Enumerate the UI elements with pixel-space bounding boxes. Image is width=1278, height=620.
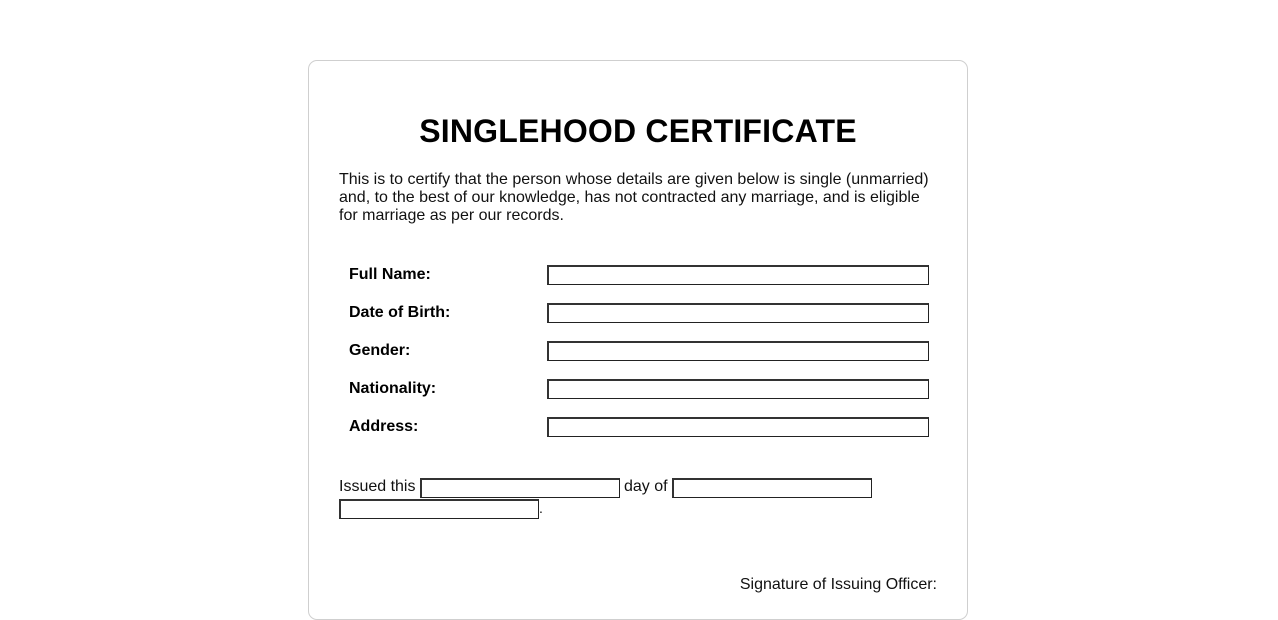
field-row-gender — [349, 341, 929, 363]
address-label: Address: — [349, 418, 419, 435]
address-input[interactable] — [547, 417, 929, 437]
issued-middle-text: day of — [624, 478, 668, 495]
issued-prefix-text: Issued this — [339, 478, 416, 495]
full-name-label: Full Name: — [349, 266, 431, 283]
date-of-birth-input[interactable] — [547, 303, 929, 323]
field-row-date-of-birth — [349, 303, 929, 325]
issued-day-input[interactable] — [420, 478, 620, 498]
field-row-full-name — [349, 265, 929, 287]
field-row-address — [349, 417, 929, 439]
nationality-input[interactable] — [547, 379, 929, 399]
certificate-card — [308, 60, 968, 620]
nationality-label: Nationality: — [349, 380, 437, 397]
gender-input[interactable] — [547, 341, 929, 361]
signature-label: Signature of Issuing Officer: — [739, 576, 937, 593]
gender-label: Gender: — [349, 342, 411, 359]
certificate-title: SINGLEHOOD CERTIFICATE — [419, 113, 857, 149]
date-of-birth-label: Date of Birth: — [349, 304, 451, 321]
issued-year-input[interactable] — [339, 499, 539, 519]
certificate-intro-text: This is to certify that the person whose details are given below is single (unmarried) and, to the best of our knowledge, has not contracted any marriage, and is eligible for marriage as per our records. — [339, 171, 929, 224]
issued-period: . — [539, 500, 543, 516]
full-name-input[interactable] — [547, 265, 929, 285]
issued-month-input[interactable] — [672, 478, 872, 498]
field-row-nationality — [349, 379, 929, 401]
